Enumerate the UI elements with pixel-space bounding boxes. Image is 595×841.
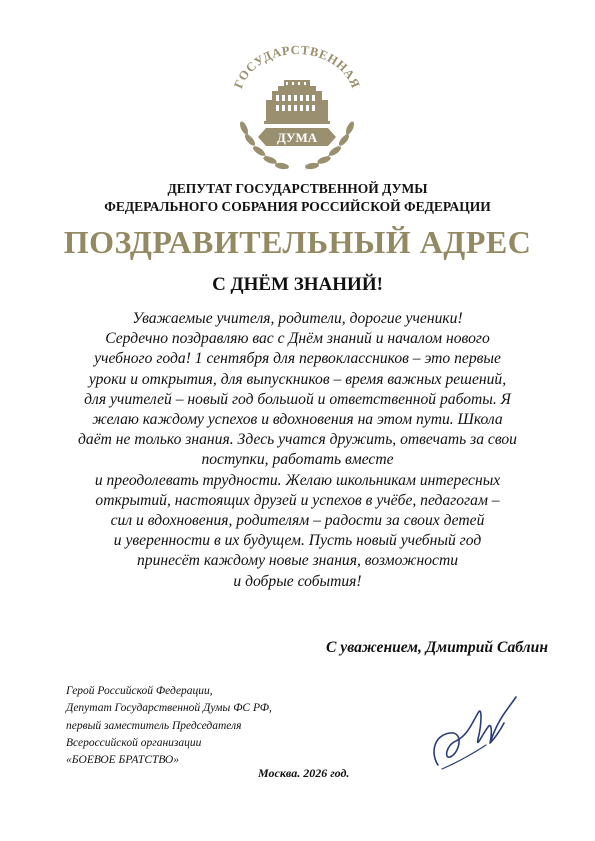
document-title: ПОЗДРАВИТЕЛЬНЫЙ АДРЕС bbox=[63, 224, 532, 260]
body-line: Сердечно поздравляю вас с Днём знаний и началом нового bbox=[105, 330, 490, 348]
emblem-arc-text: ГОСУДАРСТВЕННАЯ bbox=[231, 42, 363, 91]
body-line: для учителей – новый год большой и ответственной работы. Я bbox=[84, 390, 511, 408]
body-line: даёт не только знания. Здесь учатся дружить, отвечать за свои bbox=[78, 431, 517, 449]
author-title-line: «БОЕВОЕ БРАТСТВО» bbox=[66, 754, 179, 767]
author-title-line: Всероссийской организации bbox=[66, 736, 202, 749]
place-date: Москва. 2026 год. bbox=[258, 766, 350, 780]
handwritten-signature-icon bbox=[420, 683, 540, 783]
body-line: и добрые события! bbox=[233, 572, 362, 590]
regards-signoff: С уважением, Дмитрий Саблин bbox=[326, 639, 548, 656]
body-line: и уверенности в их будущем. Пусть новый учебный год bbox=[113, 532, 482, 550]
deputy-heading bbox=[0, 180, 595, 216]
deputy-heading-line-1: ДЕПУТАТ ГОСУДАРСТВЕННОЙ ДУМЫ bbox=[167, 181, 428, 196]
body-line: поступки, работать вместе bbox=[201, 451, 394, 469]
body-line: Уважаемые учителя, родители, дорогие ученики! bbox=[132, 310, 463, 327]
body-line: уроки и открытия, для выпускников – время важных решений, bbox=[88, 370, 507, 388]
state-duma-emblem-icon bbox=[226, 42, 368, 178]
letter-body bbox=[36, 309, 559, 592]
body-line: открытий, настоящих друзей и успехов в учёбе, педагогам – bbox=[95, 491, 500, 509]
author-titles bbox=[66, 683, 272, 769]
body-line: принесёт каждому новые знания, возможности bbox=[136, 552, 459, 570]
deputy-heading-line-2: ФЕДЕРАЛЬНОГО СОБРАНИЯ РОССИЙСКОЙ ФЕДЕРАЦИИ bbox=[104, 199, 491, 214]
body-line: желаю каждому успехов и вдохновения на этом пути. Школа bbox=[92, 411, 503, 429]
body-line: сил и вдохновения, родителям – радости за своих детей bbox=[110, 512, 485, 530]
author-title-line: Депутат Государственной Думы ФС РФ, bbox=[66, 702, 272, 715]
document-subtitle: С ДНЁМ ЗНАНИЙ! bbox=[212, 274, 383, 295]
body-line: учебного года! 1 сентября для первоклассников – это первые bbox=[94, 350, 501, 368]
author-title-line: первый заместитель Председателя bbox=[66, 719, 242, 732]
body-line: и преодолевать трудности. Желаю школьникам интересных bbox=[94, 471, 501, 489]
emblem-word: ДУМА bbox=[276, 130, 318, 145]
author-title-line: Герой Российской Федерации, bbox=[66, 685, 213, 697]
